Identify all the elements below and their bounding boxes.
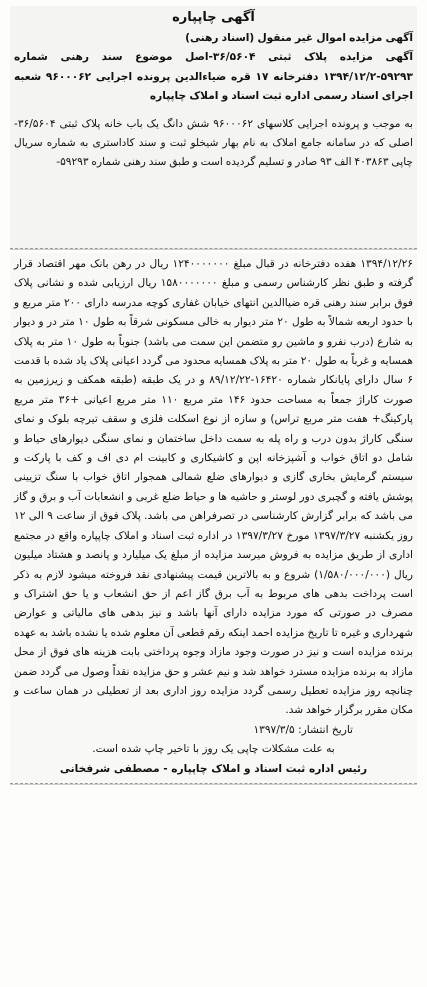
publish-date: تاریخ انتشار: ۱۳۹۷/۳/۵: [253, 723, 353, 736]
notice-paragraph-intro: به موجب و پرونده اجرایی کلاسهای ۹۶۰۰۰۶۲ شش دانگ یک باب خانه پلاک ثبتی ۳۶/۵۶۰۴- اصلی که در سامانه جامع املاک به نام بهار شیخلو ثبت و سند کاداستری به شماره سریال چاپی ۴۰۳۸۶۳ الف ۹۳ صادر و تسلیم گردیده است و طبق سند رهنی شماره ۵۹۲۹۳-: [14, 117, 414, 169]
notice-title: آگهی چاپپاره: [172, 10, 255, 25]
clipping-top-section: [10, 6, 417, 249]
signature: رئیس اداره ثبت اسناد و املاک چاپپاره - مصطفی شرفخانی: [59, 762, 368, 775]
notice-footer: [14, 721, 413, 779]
notice-heading-case: آگهی مزایده پلاک ثبتی ۳۶/۵۶۰۴-اصل موضوع سند رهنی شماره ۵۹۲۹۳-۱۳۹۴/۱۲/۲ دفترخانه ۱۷ قره ضیاءالدین پرونده اجرایی ۹۶۰۰۰۶۲ شعبه اجرای اسناد رسمی اداره ثبت اسناد و املاک چاپپاره: [14, 51, 413, 103]
clipping-bottom-section: [10, 253, 417, 784]
notice-heading-auction: آگهی مزایده اموال غیر منقول (اسناد رهنی): [185, 32, 413, 44]
delay-note: به علت مشکلات چاپی یک روز با تاخیر چاپ شده است.: [92, 743, 335, 756]
notice-paragraph-body: ۱۳۹۴/۱۲/۲۶ هفده دفترخانه در قبال مبلغ ۱۲۴۰۰۰۰۰۰۰ ریال در رهن بانک مهر اقتصاد قرار گرفته و طبق نظر کارشناس رسمی و مبلغ ۱۵۸۰۰۰۰۰۰۰ ریال ارزیابی شده و نشانی پلاک فوق برابر سند رهنی قره ضیاالدین انتهای خیابان غفاری کوچه مدرسه دارای ۲۰۰ متر مربع و با حدود اربعه شمالاً به طول ۲۰ متر دیوار به خالی مسکونی شرقاً به طول ۱۰ متر در و دیوار به شارع (درب نفرو و ماشین رو متضمن این سمت می باشد) جنوباً به طول ۱۰ متر به پلاک همسایه و غرباً به طول ۲۰ متر به پلاک همسایه محدود می گردد اعیانی پلاک یاد شده با قدمت ۶ سال دارای پایانکار شماره ۱۶۴۲۰-۸۹/۱۲/۲۲ و در یک طبقه (طبقه همکف و زیرزمین به صورت کاراژ جمعاً به مساحت حدود ۱۴۶ متر مربع ۱۱۰ متر مربع اعیانی +۳۶ متر مربع پارکینگ+ هفت متر مربع تراس) و سازه از نوع اسکلت فلزی و سقف تیرچه بلوک و نمای سنگی کاراژ بدون درب و راه پله به سمت داخل ساختمان و نمای سنگی دیوارهای حیاط و شامل دو اتاق خواب و آشپزخانه اپن و کاشیکاری و کابینت ام دی اف و کف با پارکت و سیستم گرمایش بخاری گازی و دیوارهای ضلع شمالی همجوار اتاق خواب با سنگ تزیینی پوشش یافته و گچبری دور لوستر و حاشیه ها و حیاط ضلع غربی و انشعابات آب و برق و گاز می باشد که برابر گزارش کارشناسی در تصرفراهن می باشد. پلاک فوق از ساعت ۹ الی ۱۲ روز یکشنبه ۱۳۹۷/۳/۲۷ مورخ ۱۳۹۷/۳/۲۷ در اداره ثبت اسناد و املاک چاپپاره واقع در مجتمع اداری از طریق مزایده به فروش میرسد مزایده از مبلغ یک میلیارد و پانصد و هشتاد میلیون ریال (۱/۵۸۰/۰۰۰/۰۰۰) شروع و به بالاترین قیمت پیشنهادی نقد فروخته میشود لازم به ذکر است پرداخت بدهی های مربوط به آب برق گاز اعم از حق انشعاب و یا حق اشتراک و مصرف در صورتی که مورد مزایده دارای آنها باشد و نیز بدهی های مالیاتی و عوارض شهرداری و غیره تا تاریخ مزایده احمد اینکه رقم قطعی آن معلوم شده یا نشده باشد به عهده برنده مزایده است و نیز در صورت وجود مازاد وجوه پرداختی بابت هزینه های فوق از محل مازاد به برنده مزایده مسترد خواهد شد و نیم عشر و حق مزایده نقداً وصول می گردد ضمن چنانچه روز مزایده تعطیل رسمی گردد مزایده روز اداری بعد از تعطیلی در همان ساعت و مکان مقرر برگزار خواهد شد.: [14, 258, 414, 717]
